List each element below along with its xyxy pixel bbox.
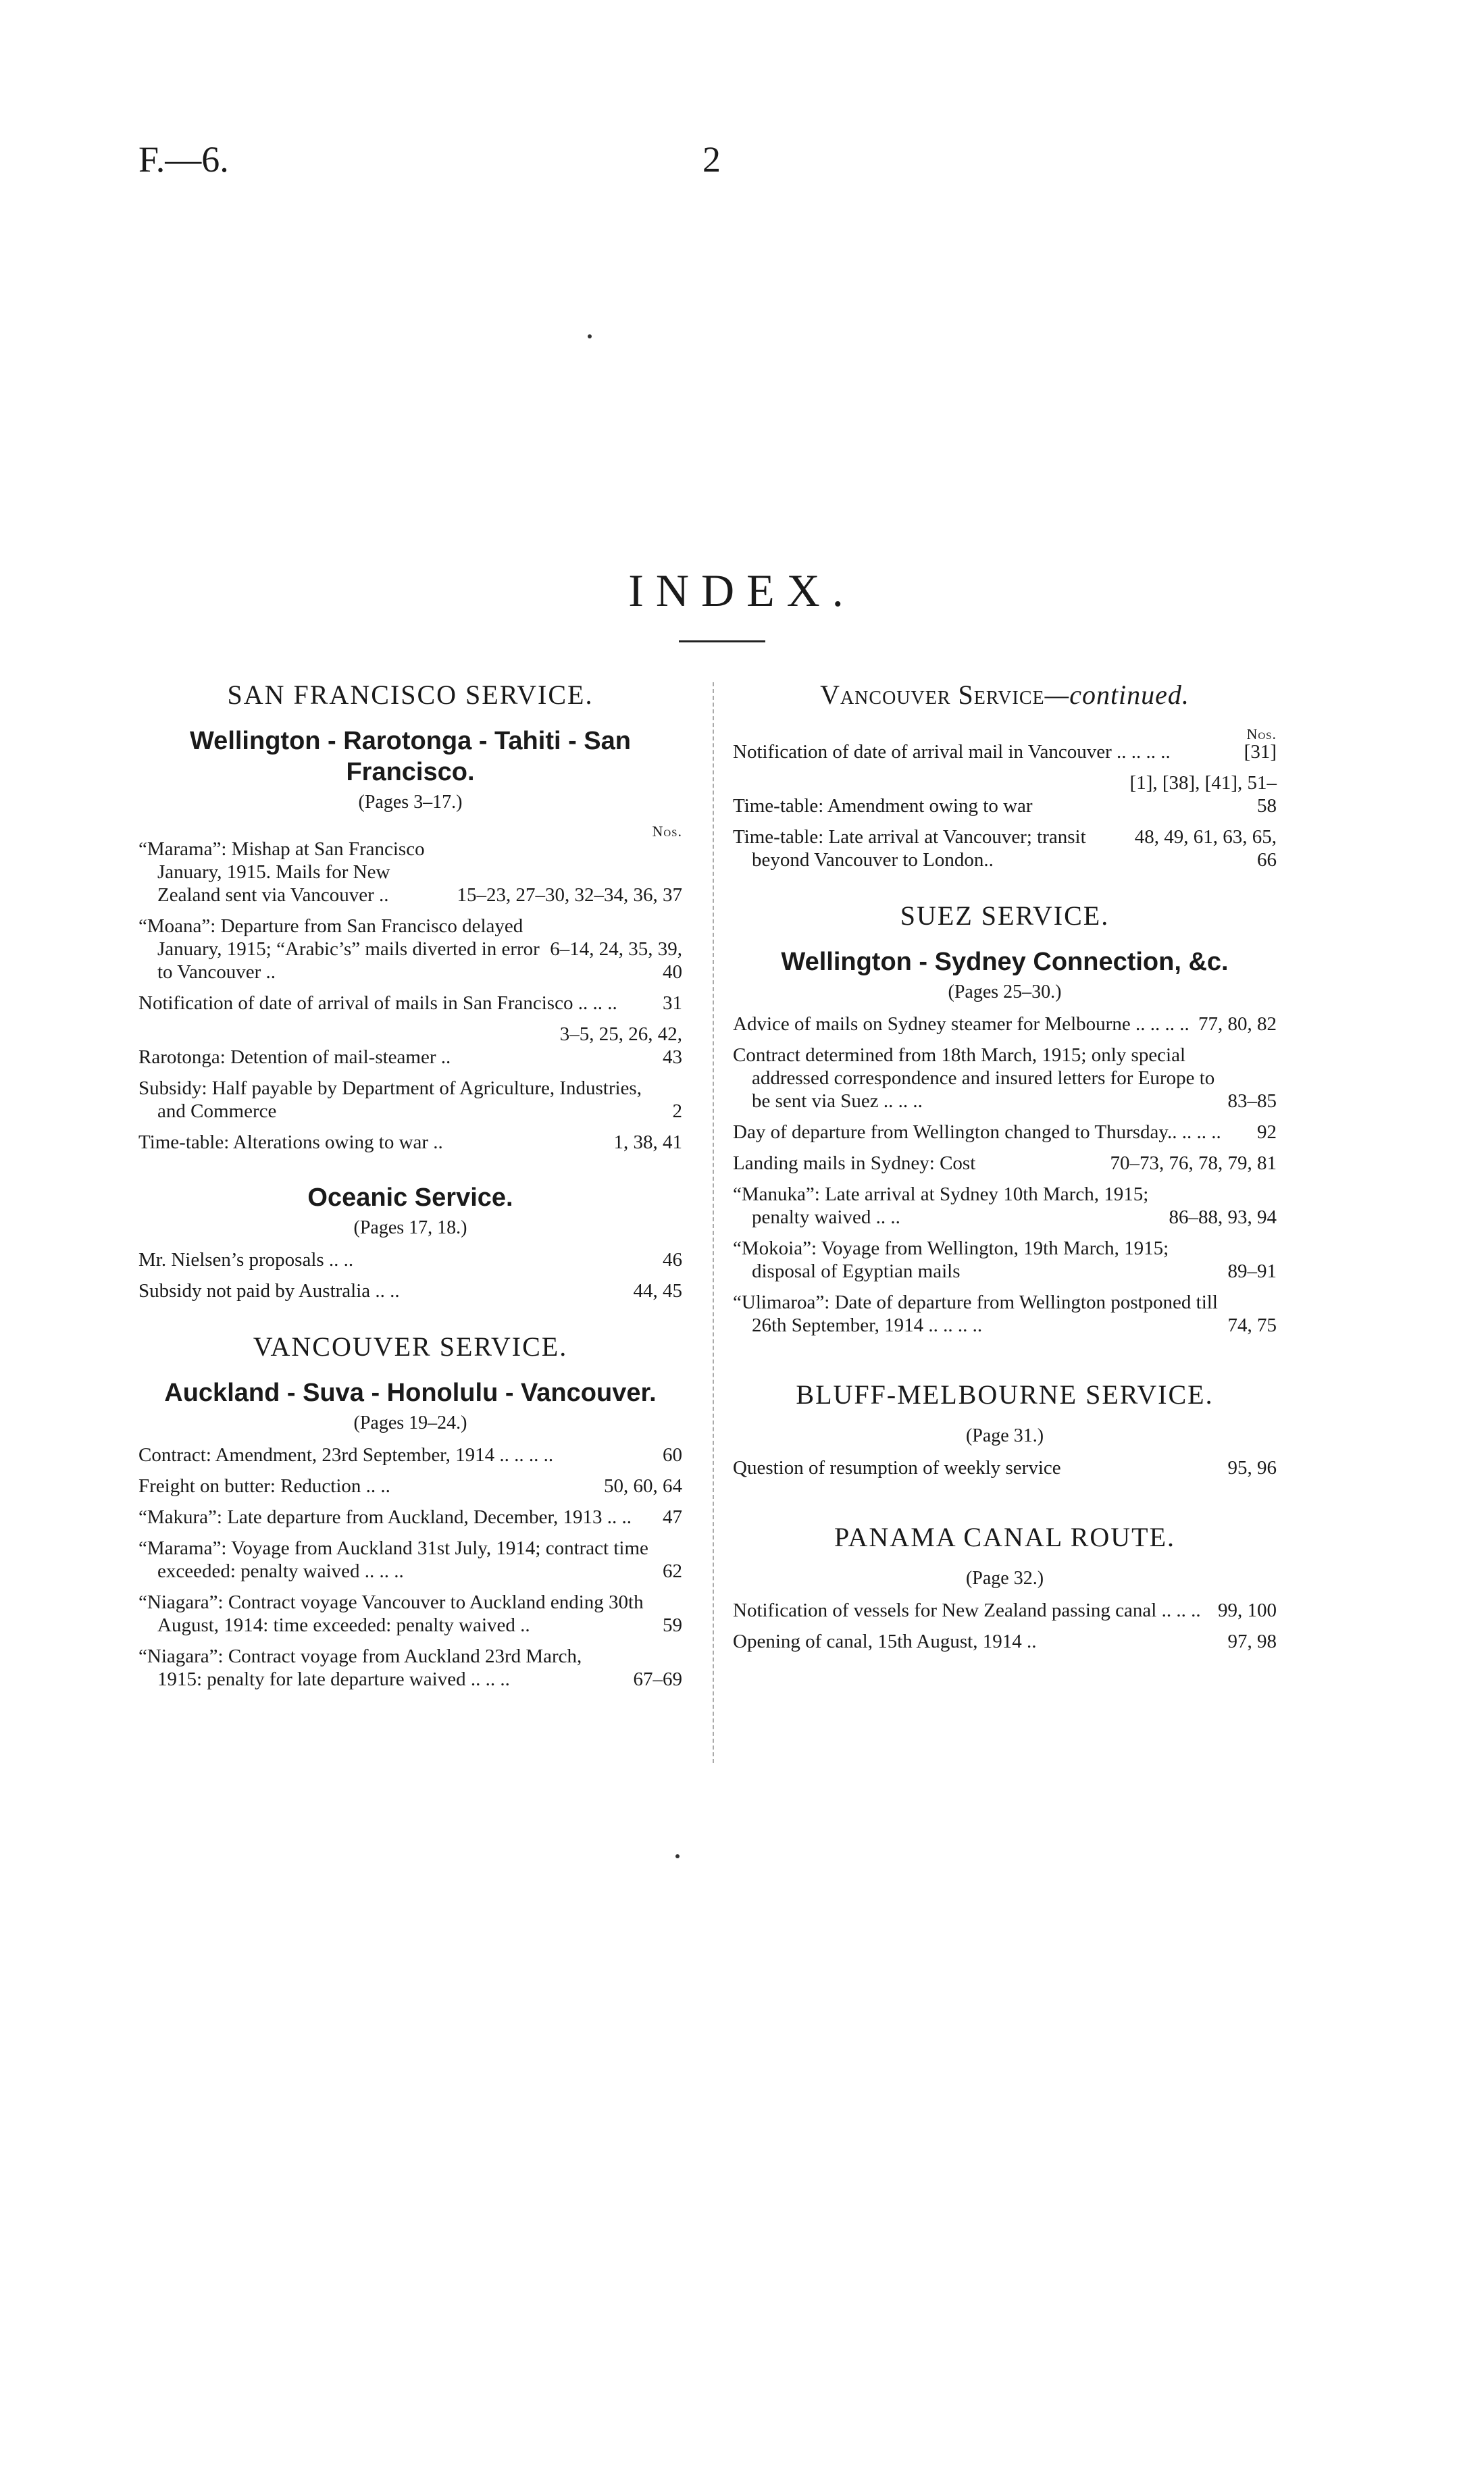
entry-refs: 70–73, 76, 78, 79, 81 (1110, 1152, 1277, 1174)
title-rule (679, 640, 765, 642)
entry-refs: 77, 80, 82 (1198, 1013, 1277, 1035)
index-entry (733, 1121, 1277, 1144)
column-divider (713, 682, 714, 1763)
index-entry (733, 1013, 1277, 1036)
entry-text: “Ulimaroa”: Date of departure from Wellington postponed till 26th September, 1914 .. .. .. .. (733, 1292, 1218, 1336)
entry-text: “Makura”: Late departure from Auckland, December, 1913 .. .. (138, 1506, 632, 1528)
index-entry (733, 1291, 1277, 1337)
entry-text: “Mokoia”: Voyage from Wellington, 19th March, 1915; disposal of Egyptian mails (733, 1238, 1169, 1282)
index-entry (138, 1023, 682, 1069)
index-entry (733, 1630, 1277, 1653)
pages-ref: (Page 31.) (965, 1425, 1044, 1446)
entry-text: Time-table: Late arrival at Vancouver; transit beyond Vancouver to London.. (733, 826, 1086, 871)
section-title-continued (733, 679, 1277, 711)
entry-refs: 97, 98 (1227, 1631, 1277, 1652)
entry-refs: 15–23, 27–30, 32–34, 36, 37 (457, 884, 682, 906)
route-title: Wellington - Sydney Connection, &c. (781, 948, 1229, 976)
index-entry (733, 1237, 1277, 1283)
entry-text: Landing mails in Sydney: Cost (733, 1152, 976, 1174)
entry-refs: 86–88, 93, 94 (1169, 1206, 1277, 1228)
entry-text: “Moana”: Departure from San Francisco delayed January, 1915; “Arabic’s” mails diverted in error to Vancouver .. (138, 915, 540, 983)
entry-text: Advice of mails on Sydney steamer for Melbourne .. .. .. .. (733, 1013, 1189, 1035)
left-column (138, 679, 682, 1699)
index-entry (138, 1279, 682, 1302)
entry-text: Subsidy: Half payable by Department of Agriculture, Industries, and Commerce (138, 1077, 642, 1122)
entry-refs: 62 (663, 1560, 682, 1582)
index-entry (138, 838, 682, 907)
entry-refs: 6–14, 24, 35, 39, 40 (550, 938, 682, 983)
section-title-main: Vancouver Service (820, 680, 1045, 710)
entry-text: “Niagara”: Contract voyage from Auckland 23rd March, 1915: penalty for late departure waived .. .. .. (138, 1646, 582, 1690)
entry-refs: 46 (663, 1249, 682, 1271)
index-entry (733, 825, 1277, 871)
entry-text: Opening of canal, 15th August, 1914 .. (733, 1631, 1037, 1652)
entry-text: Rarotonga: Detention of mail-steamer .. (138, 1046, 451, 1068)
pages-ref: (Pages 3–17.) (358, 792, 463, 813)
route-title: Auckland - Suva - Honolulu - Vancouver. (164, 1379, 657, 1407)
print-speck (675, 1854, 680, 1858)
index-entry (138, 1475, 682, 1498)
entry-refs: 60 (663, 1444, 682, 1466)
entry-text: Time-table: Alterations owing to war .. (138, 1131, 443, 1153)
index-entry (733, 771, 1277, 817)
entry-text: “Marama”: Mishap at San Francisco January, 1915. Mails for New Zealand sent via Vancouver .. (138, 838, 425, 906)
section-title: BLUFF-MELBOURNE SERVICE. (796, 1379, 1214, 1410)
index-entry (138, 1591, 682, 1637)
entry-text: Notification of date of arrival of mails in San Francisco .. .. .. (138, 992, 617, 1014)
entry-text: Time-table: Amendment owing to war (733, 795, 1033, 817)
print-speck (588, 334, 592, 338)
entry-refs: 44, 45 (633, 1280, 682, 1302)
index-entry (733, 1152, 1277, 1175)
nos-heading: Nos. (1246, 725, 1277, 742)
entry-refs: 3–5, 25, 26, 42, 43 (559, 1023, 682, 1068)
entry-text: Mr. Nielsen’s proposals .. .. (138, 1249, 354, 1271)
entry-text: Question of resumption of weekly service (733, 1457, 1061, 1479)
section-title: VANCOUVER SERVICE. (253, 1331, 568, 1362)
index-entry (733, 1044, 1277, 1113)
entry-refs: [1], [38], [41], 51–58 (1129, 772, 1277, 817)
entry-text: “Marama”: Voyage from Auckland 31st July, 1914; contract time exceeded: penalty waived .. .. .. (138, 1537, 648, 1582)
entry-text: Freight on butter: Reduction .. .. (138, 1475, 390, 1497)
entry-refs: 47 (663, 1506, 682, 1528)
index-entry (733, 1599, 1277, 1622)
route-title: Oceanic Service. (307, 1183, 513, 1212)
nos-heading: Nos. (652, 823, 682, 840)
continued-label: —continued. (1044, 680, 1189, 710)
index-entry (138, 1077, 682, 1123)
index-entry (138, 992, 682, 1015)
section-title: SUEZ SERVICE. (900, 900, 1110, 931)
pages-ref: (Pages 17, 18.) (353, 1217, 467, 1238)
entry-text: Day of departure from Wellington changed to Thursday.. .. .. .. (733, 1121, 1221, 1143)
entry-text: “Manuka”: Late arrival at Sydney 10th March, 1915; penalty waived .. .. (733, 1183, 1149, 1228)
page-title: INDEX. (628, 565, 856, 616)
right-column (733, 679, 1277, 1661)
entry-refs: 2 (672, 1100, 682, 1122)
entry-refs: 95, 96 (1227, 1457, 1277, 1479)
entry-text: Notification of vessels for New Zealand passing canal .. .. .. (733, 1600, 1201, 1621)
index-entry (733, 1456, 1277, 1479)
section-title: PANAMA CANAL ROUTE. (834, 1522, 1176, 1552)
entry-refs: 48, 49, 61, 63, 65, 66 (1134, 826, 1277, 871)
header-reference: F.—6. (138, 139, 229, 180)
index-entry (138, 1506, 682, 1529)
entry-refs: 1, 38, 41 (613, 1131, 682, 1153)
entry-refs: 31 (663, 992, 682, 1014)
entry-refs: 67–69 (633, 1668, 682, 1690)
page-number: 2 (702, 139, 721, 180)
entry-text: Notification of date of arrival mail in Vancouver .. .. .. .. (733, 741, 1171, 763)
pages-ref: (Pages 25–30.) (948, 981, 1062, 1002)
entry-text: “Niagara”: Contract voyage Vancouver to Auckland ending 30th August, 1914: time exceeded: penalty waived .. (138, 1591, 644, 1636)
entry-text: Contract determined from 18th March, 1915; only special addressed correspondence and insured letters for Europe to be sent via Suez .. .. .. (733, 1044, 1215, 1112)
entry-refs: 83–85 (1227, 1090, 1277, 1112)
entry-refs: 59 (663, 1614, 682, 1636)
entry-refs: 89–91 (1227, 1260, 1277, 1282)
entry-text: Subsidy not paid by Australia .. .. (138, 1280, 400, 1302)
entry-refs: 74, 75 (1227, 1315, 1277, 1336)
index-entry (138, 1645, 682, 1691)
index-entry (138, 1131, 682, 1154)
index-entry (138, 1537, 682, 1583)
index-entry (138, 1444, 682, 1467)
index-entry (138, 1248, 682, 1271)
entry-refs: 92 (1257, 1121, 1277, 1143)
entry-text: Contract: Amendment, 23rd September, 1914 .. .. .. .. (138, 1444, 554, 1466)
route-title: Wellington - Rarotonga - Tahiti - San Francisco. (190, 727, 631, 786)
index-entry (138, 915, 682, 984)
section-title: SAN FRANCISCO SERVICE. (227, 680, 594, 710)
pages-ref: (Page 32.) (965, 1568, 1044, 1589)
entry-refs: 99, 100 (1218, 1600, 1277, 1621)
index-entry (733, 740, 1277, 763)
entry-refs: [31] (1244, 741, 1277, 763)
index-entry (733, 1183, 1277, 1229)
entry-refs: 50, 60, 64 (604, 1475, 682, 1497)
pages-ref: (Pages 19–24.) (353, 1412, 467, 1433)
